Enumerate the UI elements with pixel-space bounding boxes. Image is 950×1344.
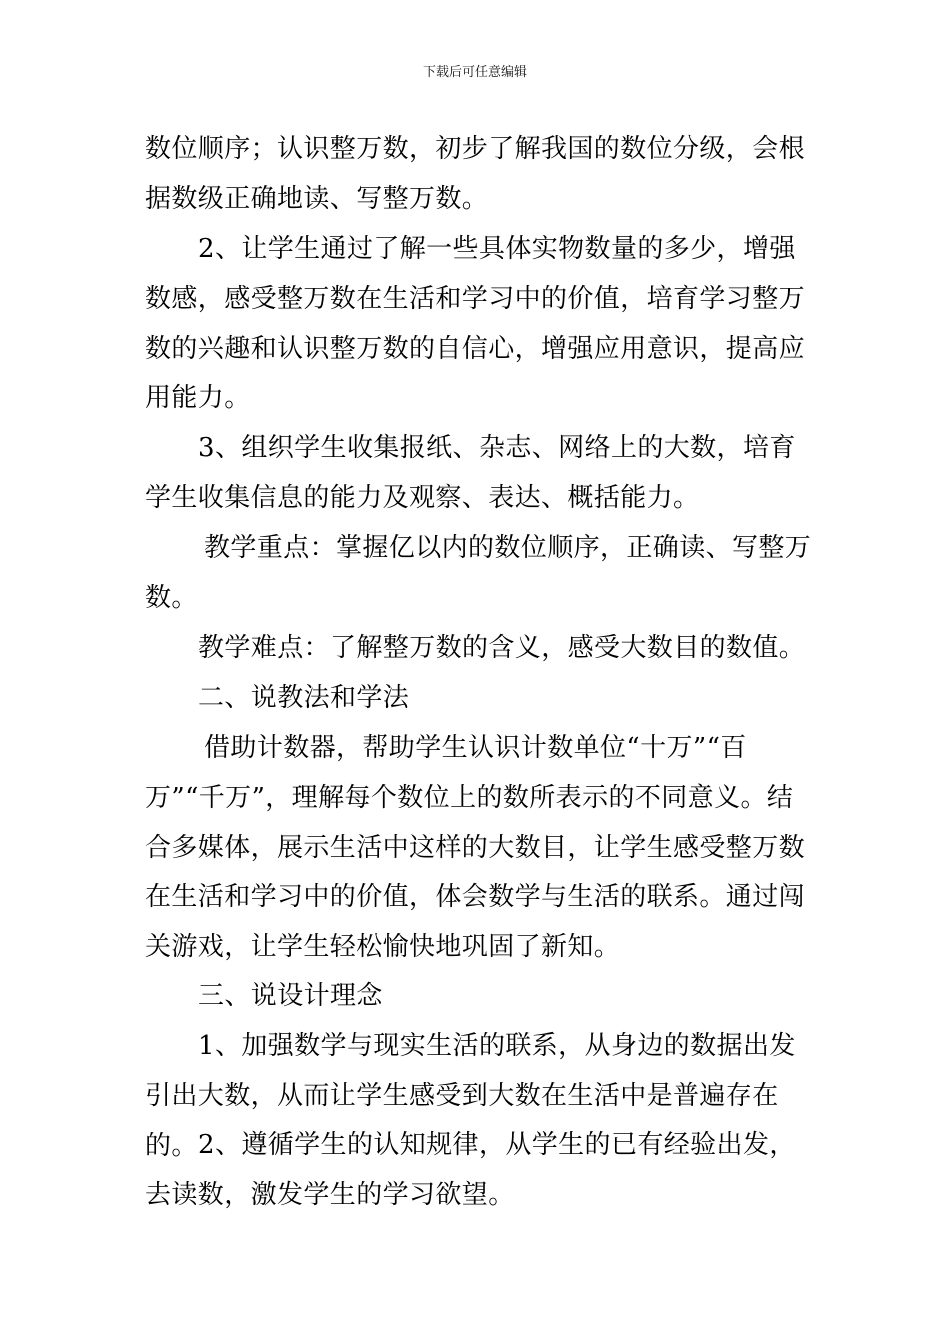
paragraph-3: 3、组织学生收集报纸、杂志、网络上的大数，培育学生收集信息的能力及观察、表达、概括能力。 xyxy=(145,433,796,513)
paragraph-key-point: 教学重点：掌握亿以内的数位顺序，正确读、写整万数。 xyxy=(145,533,812,613)
paragraph-design-1: 1、加强数学与现实生活的联系，从身边的数据出发引出大数，从而让学生感受到大数在生活中是普遍存在的。 xyxy=(145,1031,796,1161)
section-heading-2: 二、说教法和学法 xyxy=(198,683,410,713)
paragraph-2: 2、让学生通过了解一些具体实物数量的多少，增强数感，感受整万数在生活和学习中的价值，培育学习整万数的兴趣和认识整万数的自信心，增强应用意识，提高应用能力。 xyxy=(145,234,806,414)
paragraph-method: 借助计数器，帮助学生认识计数单位“十万”“百万”“千万”，理解每个数位上的数所表示的不同意义。结合多媒体，展示生活中这样的大数目，让学生感受整万数在生活和学习中的价值，体会数学与生活的联系。通过闯关游戏，让学生轻松愉快地巩固了新知。 xyxy=(145,733,806,963)
paragraph-1: 数位顺序；认识整万数，初步了解我国的数位分级，会根据数级正确地读、写整万数。 xyxy=(145,134,806,214)
page-header: 下载后可任意编辑 xyxy=(422,65,527,80)
section-heading-3: 三、说设计理念 xyxy=(198,981,383,1011)
paragraph-difficult-point: 教学难点：了解整万数的含义，感受大数目的数值。 xyxy=(198,633,806,663)
paragraph-design-2: 2、遵循学生的认知规律，从学生的已有经验出发，去读数，激发学生的学习欲望。 xyxy=(145,1130,796,1210)
